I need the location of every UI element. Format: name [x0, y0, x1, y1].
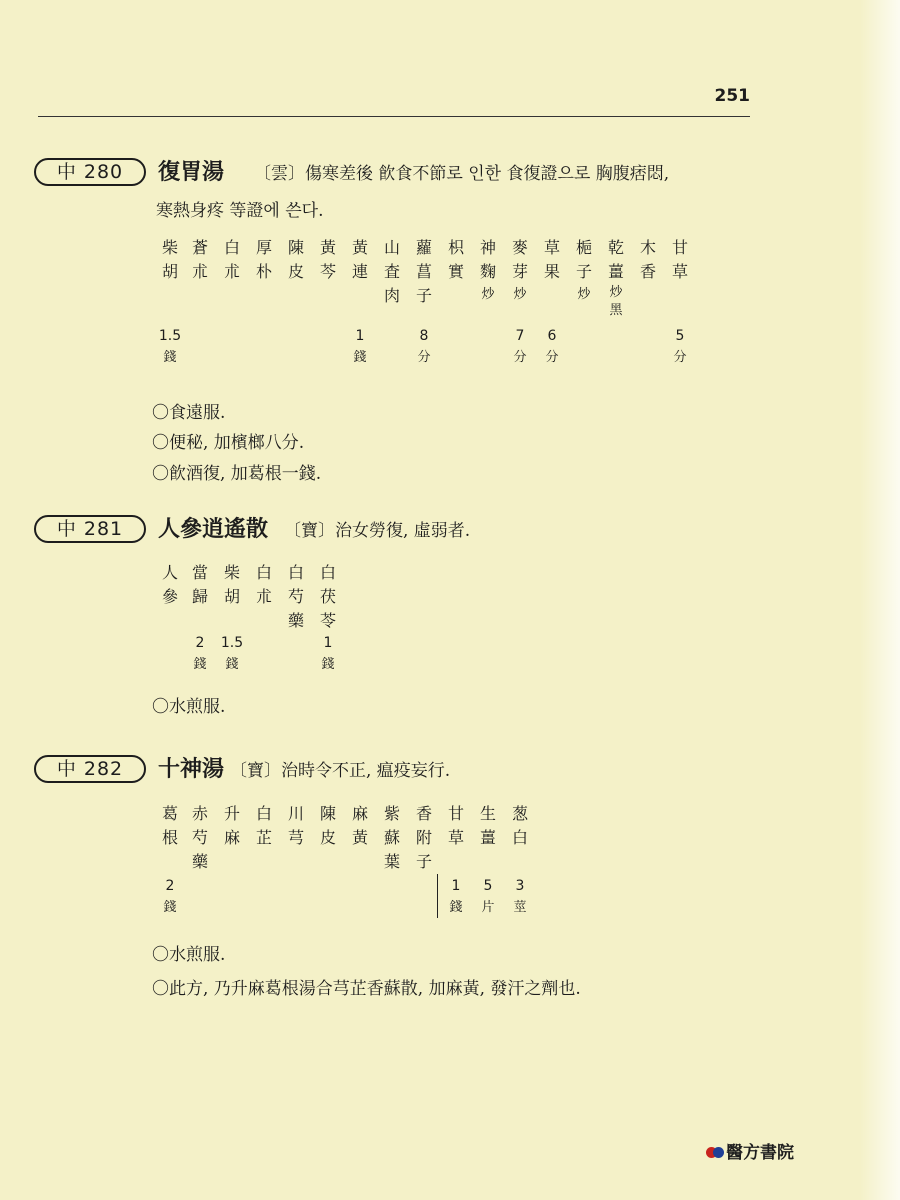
herb-name: 枳 實 [447, 238, 464, 281]
description-line-1: 傷寒差後 飮食不節로 인한 食復證으로 胸腹痞悶, [305, 164, 670, 184]
herb-column [251, 802, 277, 894]
herb-unit: 錢 [321, 657, 335, 672]
herb-column [315, 561, 341, 677]
herb-column [539, 236, 565, 365]
herb-note [219, 284, 245, 328]
herb-name: 白 芷 [255, 804, 272, 847]
herb-column [157, 802, 183, 915]
instruction-line: 〇水煎服. [152, 945, 226, 965]
herb-column [603, 236, 629, 328]
herb-amount: 1.5 [220, 635, 244, 651]
herb-name: 白 朮 [223, 238, 240, 281]
instruction-line: 〇便秘, 加檳榔八分. [152, 433, 305, 453]
herb-name: 柴 胡 [161, 238, 178, 281]
herb-note [251, 850, 277, 894]
herb-name: 白 朮 [255, 563, 272, 606]
instruction-line: 〇水煎服. [152, 697, 226, 717]
herb-name: 木 香 [639, 238, 656, 281]
herb-column [315, 236, 341, 328]
herb-column [219, 802, 245, 894]
herb-note [219, 850, 245, 894]
herb-column [187, 802, 213, 918]
herb-column [187, 236, 213, 328]
source-tag: 〔寶〕 [284, 521, 335, 541]
herb-unit: 錢 [449, 900, 463, 915]
herb-unit: 錢 [225, 657, 239, 672]
herb-unit: 莖 [513, 900, 527, 915]
herb-amount: 1 [451, 878, 461, 894]
herb-amount: 1 [323, 635, 333, 651]
herb-name: 乾 薑 [607, 238, 624, 281]
entry-number-badge: 中 282 [34, 755, 146, 783]
herb-amount: 1 [355, 328, 365, 344]
herb-unit: 片 [481, 900, 495, 915]
source-tag: 〔寶〕 [230, 761, 281, 781]
herb-unit: 分 [673, 350, 687, 365]
herb-amount: 1.5 [158, 328, 182, 344]
herb-column [157, 236, 183, 365]
herb-name: 黃 芩 [319, 238, 336, 281]
herb-note: 炒 [481, 287, 495, 302]
herb-name: 白 芍 藥 [287, 563, 304, 630]
description-line-1: 治時令不正, 瘟疫妄行. [281, 761, 451, 781]
publisher-name: 醫方書院 [726, 1143, 794, 1163]
herb-amount: 3 [515, 878, 525, 894]
herb-note [251, 284, 277, 328]
source-tag: 〔雲〕 [254, 164, 305, 184]
entry-description [254, 159, 669, 184]
herb-amount: 6 [547, 328, 557, 344]
entry-description [230, 756, 450, 781]
dosage-divider [437, 874, 438, 918]
herb-name: 陳 皮 [319, 804, 336, 847]
herb-column [347, 236, 373, 365]
instruction-line: 〇此方, 乃升麻葛根湯合芎芷香蘇散, 加麻黃, 發汗之劑也. [152, 979, 581, 999]
herb-amount: 2 [165, 878, 175, 894]
herb-name: 甘 草 [671, 238, 688, 281]
herb-column [411, 236, 437, 365]
herb-amount: 5 [483, 878, 493, 894]
herb-name: 麥 芽 [511, 238, 528, 281]
herb-unit: 錢 [163, 900, 177, 915]
herb-note [443, 284, 469, 328]
herb-note [315, 284, 341, 328]
herb-name: 厚 朴 [255, 238, 272, 281]
herb-name: 葱 白 [511, 804, 528, 847]
herb-note: 炒 [513, 287, 527, 302]
herb-column [443, 236, 469, 328]
herb-note [187, 284, 213, 328]
herb-unit: 錢 [193, 657, 207, 672]
herb-note [283, 284, 309, 328]
herb-name: 香 附 子 [415, 804, 432, 871]
logo-blue-dot-icon [713, 1147, 724, 1158]
header-rule [38, 116, 750, 117]
herb-name: 生 薑 [479, 804, 496, 847]
prescription-title: 人參逍遙散 [158, 517, 269, 542]
herb-name: 葛 根 [161, 804, 178, 847]
herb-column [411, 802, 437, 918]
herb-note [379, 874, 405, 918]
entry-number-badge: 中 280 [34, 158, 146, 186]
herb-name: 草 果 [543, 238, 560, 281]
herb-note: 炒 [577, 287, 591, 302]
herb-name: 麻 黃 [351, 804, 368, 847]
herb-note [347, 284, 373, 328]
herb-column [507, 236, 533, 365]
herb-name: 蘿 菖 子 [415, 238, 432, 305]
herb-name: 赤 芍 藥 [191, 804, 208, 871]
herb-column [475, 236, 501, 328]
herb-note [251, 609, 277, 653]
herb-amount: 5 [675, 328, 685, 344]
herb-name: 紫 蘇 葉 [383, 804, 400, 871]
herb-amount: 7 [515, 328, 525, 344]
prescription-title: 十神湯 [158, 757, 225, 782]
herb-column [251, 236, 277, 328]
herb-unit: 錢 [163, 350, 177, 365]
page-fold-shadow [860, 0, 900, 1200]
instruction-line: 〇飮酒復, 加葛根一錢. [152, 464, 322, 484]
herb-name: 神 麴 [479, 238, 496, 281]
herb-unit: 分 [417, 350, 431, 365]
herb-unit: 分 [513, 350, 527, 365]
herb-amount: 2 [195, 635, 205, 651]
herb-note [635, 284, 661, 328]
herb-note [283, 850, 309, 894]
herb-column [251, 561, 277, 653]
herb-column [315, 802, 341, 894]
herb-note: 炒黑 [609, 285, 623, 318]
herb-note [667, 284, 693, 328]
herb-name: 川 芎 [287, 804, 304, 847]
herb-column [507, 802, 533, 915]
herb-column [379, 802, 405, 918]
herb-column [347, 802, 373, 894]
herb-column [667, 236, 693, 365]
herb-note [315, 850, 341, 894]
herb-name: 柴 胡 [223, 563, 240, 606]
herb-name: 當 歸 [191, 563, 208, 606]
entry-number-badge: 中 281 [34, 515, 146, 543]
herb-name: 山 査 肉 [383, 238, 400, 305]
herb-column [283, 236, 309, 328]
herb-name: 黃 連 [351, 238, 368, 281]
herb-column [571, 236, 597, 328]
entry-description [284, 516, 470, 541]
herb-name: 甘 草 [447, 804, 464, 847]
herb-unit: 錢 [353, 350, 367, 365]
herb-name: 蒼 朮 [191, 238, 208, 281]
herb-column [219, 561, 245, 672]
herb-name: 白 茯 苓 [319, 563, 336, 630]
herb-note [347, 850, 373, 894]
herb-name: 升 麻 [223, 804, 240, 847]
page-number: 251 [714, 86, 750, 106]
herb-name: 陳 皮 [287, 238, 304, 281]
description-line-1: 治女勞復, 虛弱者. [335, 521, 471, 541]
instruction-line: 〇食遠服. [152, 403, 226, 423]
herb-note [187, 874, 213, 918]
herb-column [283, 561, 309, 677]
prescription-title: 復胃湯 [158, 160, 225, 185]
herb-column [219, 236, 245, 328]
herb-name: 人 參 [161, 563, 178, 606]
herb-column [635, 236, 661, 328]
herb-amount: 8 [419, 328, 429, 344]
herb-name: 梔 子 [575, 238, 592, 281]
herb-column [283, 802, 309, 894]
herb-note [157, 284, 183, 328]
herb-note [539, 284, 565, 328]
description-line-2: 寒熱身疼 等證에 쓴다. [156, 201, 324, 221]
herb-unit: 分 [545, 350, 559, 365]
